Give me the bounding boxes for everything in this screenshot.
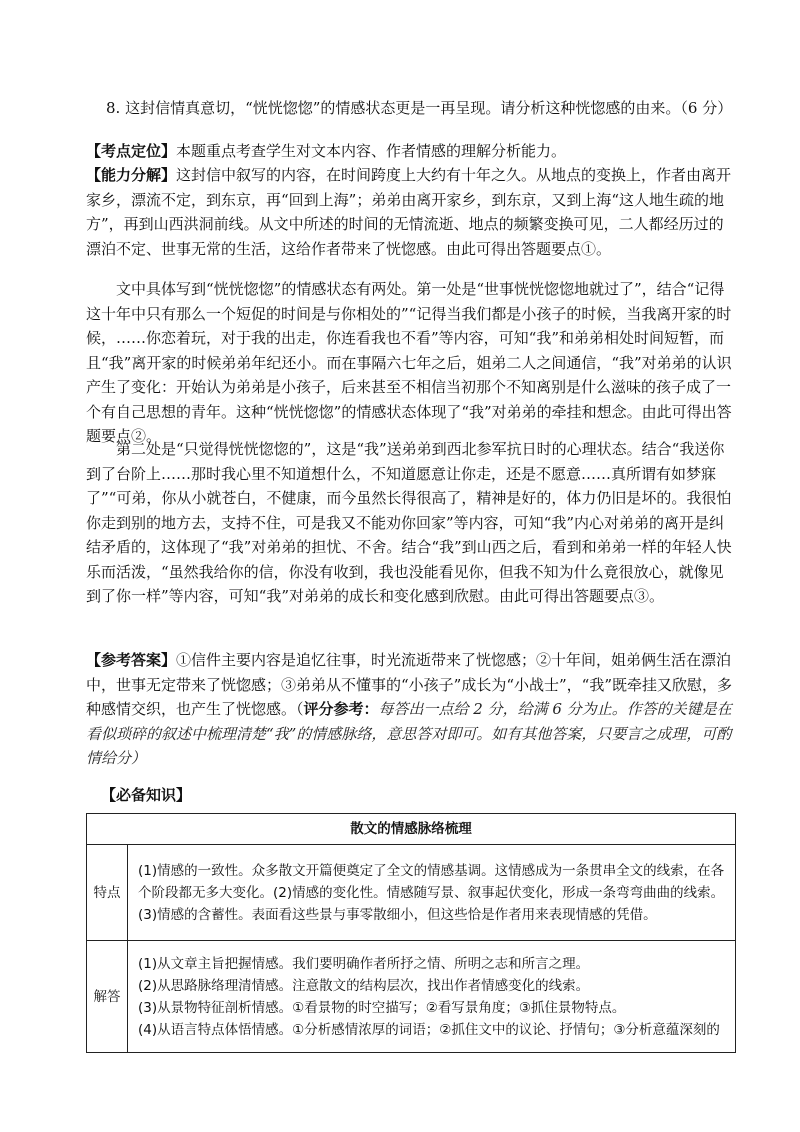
score-text: 每答出一点给 2 分，给满 6 分为止。作答的关键是在看似琐碎的叙述中梳理清楚“我”的情感脉络，意思答对即可。如有其他答案，只要言之成理，可酌情给分） <box>86 700 732 767</box>
kaodian-text: 本题重点考查学生对文本内容、作者情感的理解分析能力。 <box>176 142 567 160</box>
features-text: (1)情感的一致性。众多散文开篇便奠定了全文的情感基调。这情感成为一条贯串全文的线索，在各个阶段都无多大变化。(2)情感的变化性。情感随写景、叙事起伏变化，形成一条弯弯曲曲的线索。(3)情感的含蓄性。表面看这些景与事零散细小，但这些恰是作者用来表现情感的凭借。 <box>128 845 736 941</box>
row-label-methods: 解答 <box>87 941 128 1053</box>
method-line: (2)从思路脉络理清情感。注意散文的结构层次，找出作者情感变化的线索。 <box>138 977 590 994</box>
nengli-text: 这封信中叙写的内容，在时间跨度上大约有十年之久。从地点的变换上，作者由离开家乡，漂流不定，到东京，再“回到上海”；弟弟由离开家乡，到东京，又到上海“这人地生疏的地方”，再到山西洪洞前线。从文中所述的时间的无情流逝、地点的频繁变换可见，二人都经历过的漂泊不定、世事无常的生活，这给作者带来了恍惚感。由此可得出答题要点①。 <box>86 166 732 258</box>
method-line: (1)从文章主旨把握情感。我们要明确作者所抒之情、所明之志和所言之理。 <box>138 955 590 972</box>
question-8: 8. 这封信情真意切，“恍恍惚惚”的情感状态更是一再呈现。请分析这种恍惚感的由来。（6 分） <box>106 99 733 117</box>
answer-paragraph <box>86 648 734 771</box>
analysis-second-paragraph: 第二处是“只觉得恍恍惚惚的”，这是“我”送弟弟到西北参军抗日时的心理状态。结合“我送你到了台阶上……那时我心里不知道想什么，不知道愿意让你走，还是不愿意……真所谓有如梦寐了”“可弟，你从小就苍白，不健康，而今虽然长得很高了，精神是好的，体力仍旧是坏的。我很怕你走到别的地方去，支持不住，可是我又不能劝你回家”等内容，可知“我”内心对弟弟的离开是纠结矛盾的，这体现了“我”对弟弟的担忧、不舍。结合“我”到山西之后，看到和弟弟一样的年轻人快乐而活泼，“虽然我给你的信，你没有收到，我也没能看见你，但我不知为什么竟很放心，就像见到了你一样”等内容，可知“我”对弟弟的成长和变化感到欣慰。由此可得出答题要点③。 <box>86 440 732 605</box>
nengli-paragraph <box>86 163 734 261</box>
score-label: 评分参考： <box>303 700 379 718</box>
method-line: (4)从语言特点体悟情感。①分析感情浓厚的词语；②抓住文中的议论、抒情句；③分析意蕴深刻的 <box>138 1021 720 1038</box>
answer-text: ①信件主要内容是追忆往事，时光流逝带来了恍惚感；②十年间，姐弟俩生活在漂泊中，世事无定带来了恍惚感；③弟弟从不懂事的“小孩子”成长为“小战士”，“我”既牵挂又欣慰，多种感情交织，也产生了恍惚感。（ <box>86 651 733 718</box>
knowledge-table <box>86 813 736 1053</box>
table-title: 散文的情感脉络梳理 <box>87 814 736 845</box>
answer-label: 【参考答案】 <box>86 651 177 669</box>
kaodian-paragraph <box>86 139 734 164</box>
bibei-heading: 【必备知识】 <box>101 786 192 804</box>
nengli-label: 【能力分解】 <box>86 166 177 184</box>
methods-cell <box>128 941 736 1053</box>
analysis-first-paragraph: 文中具体写到“恍恍惚惚”的情感状态有两处。第一处是“世事恍恍惚惚地就过了”，结合“记得这十年中只有那么一个短促的时间是与你相处的”“记得当我们都是小孩子的时候，当我离开家的时候，……你恋着玩，对于我的出走，你连看我也不看”等内容，可知“我”和弟弟相处时间短暂，而且“我”离开家的时候弟弟年纪还小。而在事隔六七年之后，姐弟二人之间通信，“我”对弟弟的认识产生了变化：开始认为弟弟是小孩子，后来甚至不相信当初那个不知离别是什么滋味的孩子成了一个有自己思想的青年。这种“恍恍惚惚”的情感状态体现了“我”对弟弟的牵挂和想念。由此可得出答题要点②。 <box>86 280 732 445</box>
method-line: (3)从景物特征剖析情感。①看景物的时空描写；②看写景角度；③抓住景物特点。 <box>138 999 626 1016</box>
row-label-features: 特点 <box>87 845 128 941</box>
kaodian-label: 【考点定位】 <box>86 142 177 160</box>
